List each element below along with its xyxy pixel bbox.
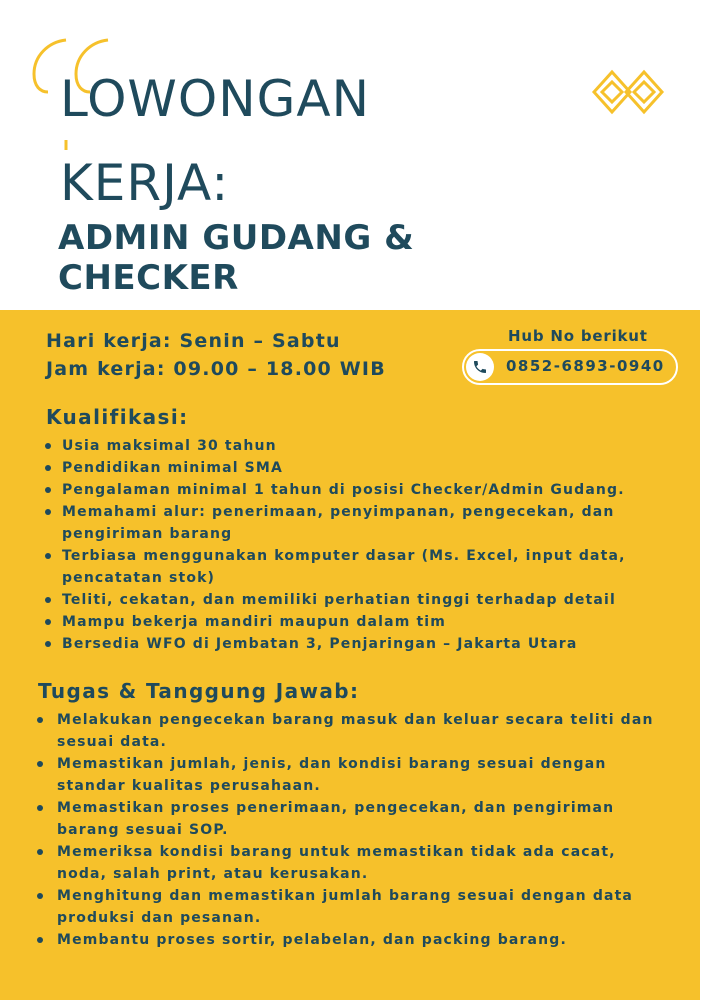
qualifications-title: Kualifikasi: [46, 405, 189, 429]
job-title [58, 218, 414, 298]
logo-icon [590, 64, 666, 120]
phone-number[interactable]: 0852-6893-0940 [506, 357, 665, 375]
title-lowongan: LOWONGAN [60, 70, 370, 128]
list-item: Melakukan pengecekan barang masuk dan keluar secara teliti dan sesuai data. [57, 709, 654, 753]
right-margin [700, 310, 709, 1000]
list-item: Memeriksa kondisi barang untuk memastikan tidak ada cacat, noda, salah print, atau kerusakan. [57, 841, 654, 885]
duties-title: Tugas & Tanggung Jawab: [38, 679, 360, 703]
phone-icon [472, 359, 488, 375]
list-item: Usia maksimal 30 tahun [62, 435, 626, 457]
list-item: Memahami alur: penerimaan, penyimpanan, pengecekan, dan pengiriman barang [62, 501, 626, 545]
list-item: Teliti, cekatan, dan memiliki perhatian tinggi terhadap detail [62, 589, 626, 611]
list-item: Terbiasa menggunakan komputer dasar (Ms. Excel, input data, pencatatan stok) [62, 545, 626, 589]
contact-label: Hub No berikut [508, 327, 648, 345]
phone-icon-circle [466, 353, 494, 381]
list-item: Menghitung dan memastikan jumlah barang sesuai dengan data produksi dan pesanan. [57, 885, 654, 929]
list-item: Membantu proses sortir, pelabelan, dan packing barang. [57, 929, 654, 951]
duties-list [57, 709, 654, 951]
list-item: Pendidikan minimal SMA [62, 457, 626, 479]
list-item: Memastikan jumlah, jenis, dan kondisi barang sesuai dengan standar kualitas perusahaan. [57, 753, 654, 797]
job-title-line1: ADMIN GUDANG & [58, 218, 415, 258]
work-hours: Jam kerja: 09.00 – 18.00 WIB [46, 358, 386, 380]
list-item: Memastikan proses penerimaan, pengecekan, dan pengiriman barang sesuai SOP. [57, 797, 654, 841]
header-section [0, 0, 709, 310]
list-item: Mampu bekerja mandiri maupun dalam tim [62, 611, 626, 633]
list-item: Pengalaman minimal 1 tahun di posisi Checker/Admin Gudang. [62, 479, 626, 501]
job-title-line2: CHECKER [58, 258, 239, 298]
list-item: Bersedia WFO di Jembatan 3, Penjaringan – Jakarta Utara [62, 633, 626, 655]
title-kerja: KERJA: [60, 154, 230, 212]
work-days: Hari kerja: Senin – Sabtu [46, 330, 341, 352]
qualifications-list [62, 435, 626, 655]
